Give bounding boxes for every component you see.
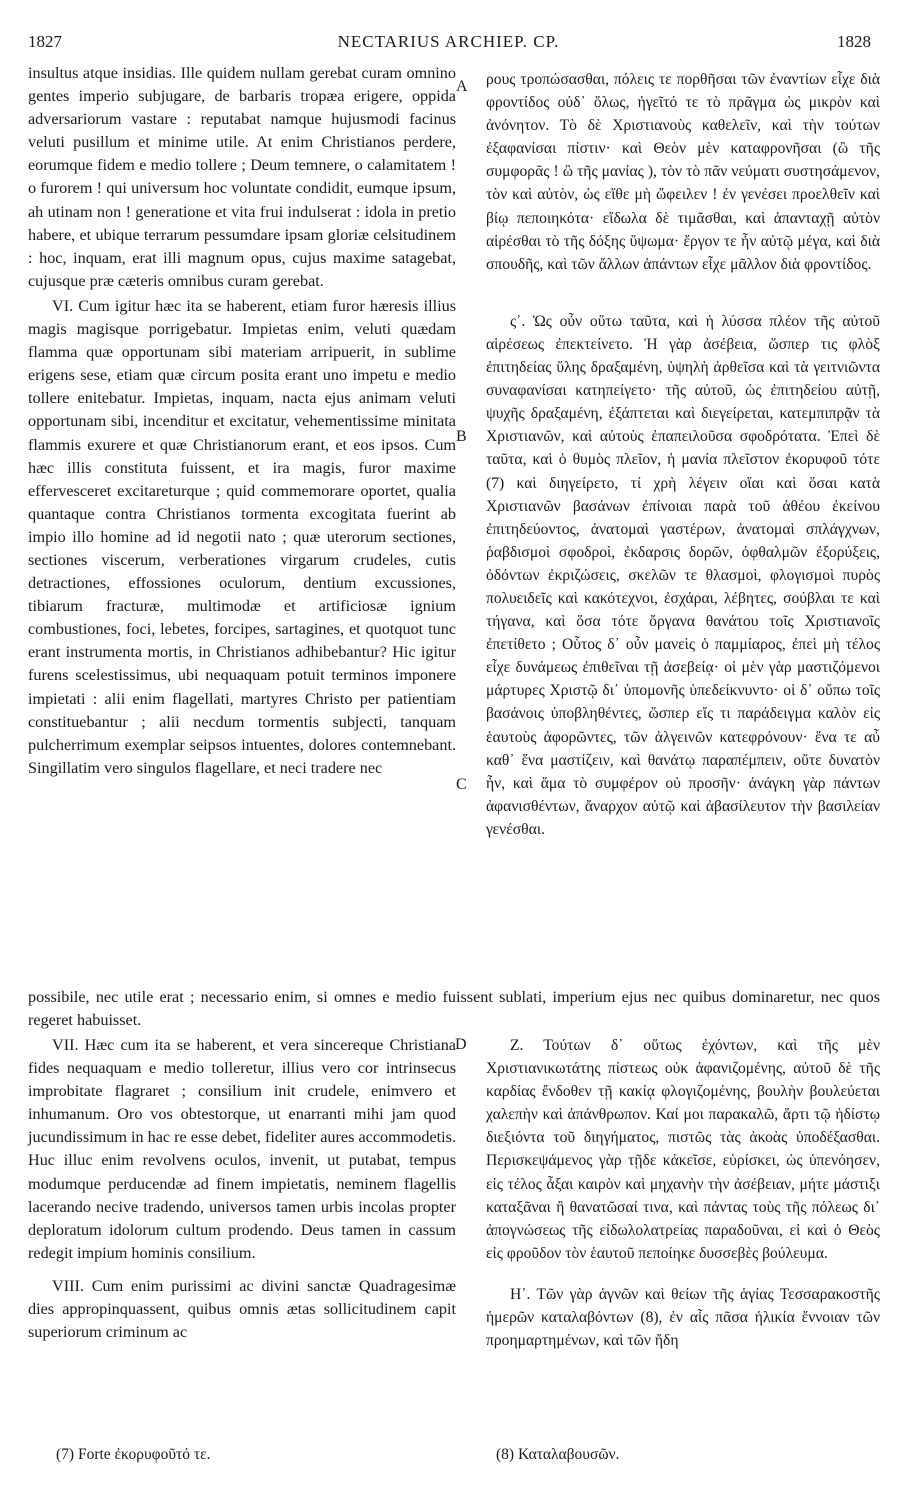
greek-paragraph-2: ς᾽. Ὡς οὖν οὕτω ταῦτα, καὶ ἡ λύσσα πλέον τῆς αὐτοῦ αἱρέσεως ἐπεκτείνετο. Ἡ γὰρ ἀσέβεια, ὥσπερ τις φλὸξ ἐπιτηδείας ὕλης δραξαμένη, ὑψηλὴ ἀρθεῖσα καὶ τὰ γειτνιῶντα συναφανίσαι κατηπείγετο· τῆς αὐτοῦ, ὡς ἐπιτηδείου αὐτῇ, ψυχῆς δραξαμένη, ἐξάπτεται καὶ διεγείρεται, κατεμπιπρᾷν τὰ Χριστιανῶν, καὶ αὐτοὺς ἐπαπειλοῦσα σφοδρότατα. Ἐπεὶ δὲ ταῦτα, καὶ ὁ θυμὸς πλεῖον, ἡ μανία πλεῖστον ἐκορυφοῦ τότε (7) καὶ διηγείρετο, τί χρὴ λέγειν οἵαι καὶ ὅσαι κατὰ Χριστιανῶν βασάνων ἐπίνοιαι παρὰ τοῦ ἀθέου ἐκείνου ἐπιτηδεύοντος, ἀνατομαὶ γαστέρων, ἀνατομαὶ σπλάγχνων, ῥαβδισμοὶ σφοδροὶ, ἐκδαρσις δορῶν, ὀφθαλμῶν ἐξορύξεις, ὀδόντων ἐκριζώσεις, σκελῶν τε θλασμοὶ, φλογισμοὶ πυρὸς πολυειδεῖς καὶ κακότεχνοι, ἐσχάραι, λέβητες, σούβλαι τε καὶ τήγανα, καὶ ὅσα τότε ὄργανα θανάτου τοῖς Χριστιανοῖς ἐπετίθετο ; Οὗτος δ᾽ οὖν μανεὶς ὁ παμμίαρος, ἐπεὶ μὴ τέλος εἶχε δυνάμεως ἐπιθεῖναι τῇ ἀσεβείᾳ· οἱ μὲν γὰρ μαστιζόμενοι μάρτυρες Χριστῷ δι᾽ ὑπομονῆς ὑπεδείκνυντο· οἱ δ᾽ οὔπω τοῖς βασάνοις ὑποβληθέντες, ὥσπερ εἴς τι παράδειγμα καλὸν εἰς ἑαυτοὺς ἀφορῶντες, τῶν ἀλγεινῶν κατεφρόνουν· ἕνα τε αὖ καθ᾽ ἕνα μαστίζειν, καὶ θανάτῳ παραπέμπειν, οὔτε δυνατὸν ἦν, καὶ ἅμα τὸ συμφέρον οὐ προσῆν· ἀνάγκη γὰρ πάντων ἀφανισθέντων, ἄναρχον αὐτῷ καὶ ἀβασίλευτον τὴν βασιλείαν γενέσθαι. [486, 312, 880, 838]
footnote-left: (7) Forte ἐκορυφοῦτό τε. [56, 1446, 211, 1463]
latin-paragraph-3: VII. Hæc cum ita se haberent, et vera sincereque Christiana fides nequaquam e medio tolleretur, illius vero cor intrinsecus improbitate flagraret ; consilium init crudele, enimvero et inhumanum. Oro vos obtestorque, ut enarranti mihi jam quod jucundissimum in hac re esse debet, fideliter aures accommodetis. Huc illuc enim revolvens oculos, invenit, ut putabat, tempus modumque perducendæ ad finem impietatis, neminem flagellis lacerando necive tradendo, universos tamen urbis incolas propter deploratum idolorum cultum prodendo. Deus tamen in cassum redegit impium hominis consilium. [28, 1036, 456, 1262]
greek-paragraph-3: Ζ. Τούτων δ᾽ οὕτως ἐχόντων, καὶ τῆς μὲν Χριστιανικωτάτης πίστεως οὐκ ἀφανιζομένης, αὐτοῦ δὲ τῆς καρδίας ἔνδοθεν τῇ κακίᾳ φλογιζομένης, βουλὴν βουλεύεται χαλεπὴν καὶ ἀπάνθρωπον. Καί μοι παρακαλῶ, ἄρτι τῷ ἡδίστῳ διεξιόντα τοῦ διηγήματος, πιστῶς τὰς ἀκοὰς ὑποδέξασθαι. Περισκεψάμενος γὰρ τῇδε κἀκεῖσε, εὑρίσκει, ὡς ὑπενόησεν, εἰς τέλος ἆξαι καιρὸν καὶ μηχανὴν τὴν ἀσέβειαν, μήτε μάστιξι καταξᾶναι ἢ θανατῶσαί τινα, καὶ πάντας τοὺς τῆς πόλεως δι᾽ ἀπογνώσεως τῆς εἰδωλολατρείας παραδοῦναι, εἰ καὶ ὁ Θεὸς εἰς φροῦδον τὸν ἑαυτοῦ πεποίηκε δυσσεβὲς βούλευμα. [486, 1037, 880, 1262]
greek-paragraph-4: Η᾽. Τῶν γὰρ ἁγνῶν καὶ θείων τῆς ἁγίας Τεσσαρακοστῆς ἡμερῶν καταλαβόντων (8), ἐν αἷς πᾶσα ἡλικία ἔννοιαν τῶν προημαρτημένων, καὶ τῶν ἤδη [486, 1285, 880, 1350]
running-title: NECTARIUS ARCHIEP. CP. [337, 32, 560, 51]
margin-marker-b: B [456, 428, 467, 445]
footnote-right: (8) Καταλαβουσῶν. [496, 1446, 620, 1463]
running-header [0, 32, 897, 56]
margin-marker-d: D [455, 1036, 467, 1053]
left-column-number: 1827 [28, 32, 62, 51]
latin-paragraph-4: VIII. Cum enim purissimi ac divini sanctæ Quadragesimæ dies appropinquassent, quibus omnis ætas sollicitudinem capit superiorum criminum ac [28, 1276, 456, 1342]
margin-marker-a: A [456, 78, 468, 95]
full-width-text [28, 986, 880, 1032]
greek-paragraph-1: ρους τροπώσασθαι, πόλεις τε πορθῆσαι τῶν ἐναντίων εἶχε διὰ φροντίδος οὐδ᾽ ὅλως, ἡγεῖτό τε τὸ πρᾶγμα ὡς μικρὸν καὶ ἀνόνητον. Τὸ δὲ Χριστιανοὺς καθελεῖν, καὶ τὴν τούτων ἐξαφανίσαι πίστιν· καὶ Θεὸν μὲν καταφρονῆσαι (ὢ τῆς συμφορᾶς ! ὢ τῆς μανίας ), τὸν τὸ πᾶν νεύματι συστησάμενον, τὸν καὶ αὐτὸν, ὡς εἴθε μὴ ὤφειλεν ! ἐν γενέσει προελθεῖν καὶ βίῳ πεποιηκότα· εἴδωλα δὲ τιμᾶσθαι, καὶ ἁπανταχῇ αὐτὸν αἱρέσθαι τὸ τῆς δόξης ὕψωμα· ἔργον τε ἦν αὐτῷ μέγα, καὶ διὰ σπουδῆς, καὶ τῶν ἄλλων ἁπάντων εἶχε μᾶλλον διὰ φροντίδος. [486, 71, 880, 273]
greek-column-top [486, 68, 880, 841]
full-width-paragraph: possibile, nec utile erat ; necessario enim, si omnes e medio fuissent sublati, imperium ejus nec quibus dominaretur, nec quos regeret habuisset. [28, 988, 880, 1030]
latin-paragraph-1: insultus atque insidias. Ille quidem nullam gerebat curam omnino gentes imperio subjugare, de barbaris tropæa erigere, oppida adversariorum vastare : reputabat namque hujusmodi facinus veluti pusillum et minime utile. At enim Christianos perdere, eorumque fidem e medio tollere ; Deum temnere, o calamitatem ! o furorem ! qui universum hoc voluntate condidit, eumque ipsum, ah utinam non ! generatione et vita frui indulserat : idola in pretio habere, et ubique terrarum pessumdare ipsam gloriæ celsitudinem : hoc, inquam, erat illi magnum opus, cujus maxime satagebat, cujusque præ cæteris omnibus curam gerebat. [28, 64, 456, 290]
right-column-number: 1828 [837, 32, 871, 51]
greek-column-bottom [486, 1034, 880, 1352]
margin-marker-c: C [456, 776, 467, 793]
latin-column-top [28, 62, 456, 780]
latin-paragraph-2: VI. Cum igitur hæc ita se haberent, etiam furor hæresis illius magis magisque porrigebatur. Impietas enim, veluti quædam flamma quæ opportunam sibi materiam arripuerit, in sublime erigens sese, etiam quæ circum posita erant uno impetu e medio tollere enitebatur. Impietas, inquam, nacta ejus animam veluti opportunam sibi, incenditur et excitatur, vehementissime minitata flammis exurere et quæ Christianorum erant, et eos ipsos. Cum hæc illis constituta fuissent, et ira magis, furor maxime effervesceret excitareturque ; quid commemorare oportet, qualia quantaque contra Christianos tormenta excogitata fuerint ab impio illo homine ad id negotii nato ; quæ uterorum sectiones, sectiones viscerum, verberationes virgarum crudeles, cutis detractiones, effossiones oculorum, dentium excussiones, tibiarum fracturæ, multimodæ et artificiosæ ignium combustiones, foci, lebetes, forcipes, sartagines, et quotquot tunc erant instrumenta mortis, in Christianos adhibebantur? Hic igitur furens scelestissimus, ubi nequaquam potuit terminos imponere impietati : alii enim flagellati, martyres Christo per patientiam constituebantur ; alii necdum tormentis subjecti, tanquam pulcherrimum exemplar seipsos intuentes, dolores contemnebant. Singillatim vero singulos flagellare, et neci tradere nec [28, 296, 456, 777]
latin-column-bottom [28, 1034, 456, 1344]
